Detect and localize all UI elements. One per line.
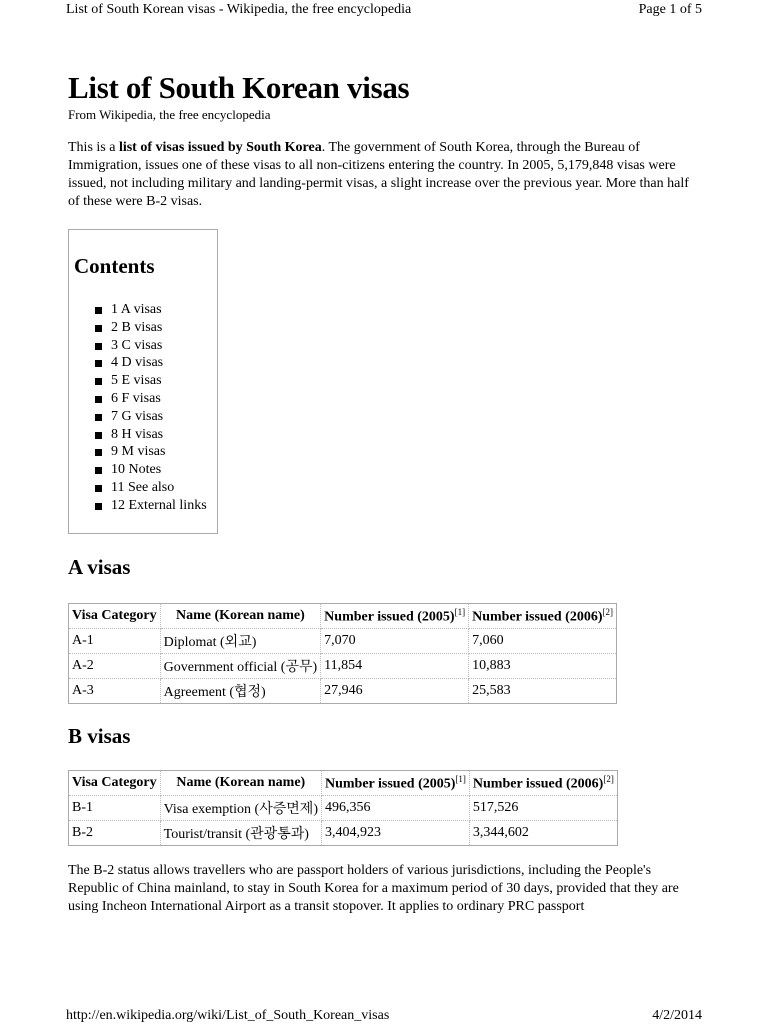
toc-item[interactable]: 10 Notes	[95, 461, 207, 479]
toc-item[interactable]: 5 E visas	[95, 372, 207, 390]
print-footer-date: 4/2/2014	[652, 1008, 702, 1023]
name-cell: Visa exemption (사증면제)	[160, 796, 321, 821]
header-2005	[321, 771, 469, 796]
print-footer-url: http://en.wikipedia.org/wiki/List_of_South_Korean_visas	[66, 1008, 390, 1023]
header-2006	[469, 771, 617, 796]
visa-category-cell: A-1	[69, 629, 161, 654]
table-row	[69, 654, 617, 679]
table-row	[69, 796, 618, 821]
table-header-row	[69, 604, 617, 629]
toc-item[interactable]: 6 F visas	[95, 390, 207, 408]
issued-2006-cell: 517,526	[469, 796, 617, 821]
issued-2005-cell: 27,946	[321, 679, 469, 704]
name-cell: Tourist/transit (관광통과)	[160, 821, 321, 846]
table-row	[69, 679, 617, 704]
intro-text: This is a	[68, 140, 119, 155]
header-name: Name (Korean name)	[160, 771, 321, 796]
header-2005-label: Number issued (2005)	[324, 776, 456, 792]
toc-item[interactable]: 11 See also	[95, 479, 207, 497]
toc-item[interactable]: 7 G visas	[95, 408, 207, 426]
intro-bold-link[interactable]: list of visas issued by South Korea	[118, 140, 322, 155]
toc-item[interactable]: 9 M visas	[95, 443, 207, 461]
intro-text-rest: . The government of South Korea, through the Bureau of Immigration, issues one of these visas to all non-citizens entering the country. In 2005, 5,179,848 visas were issued, not including military and landing-permit visas, a slight increase over the previous year. More than half of these were B-2 visas.	[68, 140, 689, 209]
header-2006	[469, 604, 617, 629]
issued-2005-cell: 496,356	[321, 796, 469, 821]
ref-link[interactable]: [2]	[602, 606, 614, 617]
print-header-title: List of South Korean visas - Wikipedia, the free encyclopedia	[66, 2, 412, 17]
section-heading-b-visas: B visas	[68, 724, 131, 748]
name-cell: Government official (공무)	[160, 654, 321, 679]
toc-item[interactable]: 4 D visas	[95, 354, 207, 372]
ref-link[interactable]: [1]	[454, 606, 466, 617]
ref-link[interactable]: [1]	[455, 773, 466, 784]
issued-2006-cell: 25,583	[469, 679, 617, 704]
header-2005-label: Number issued (2005)	[324, 609, 455, 625]
table-header-row	[69, 771, 618, 796]
header-2006-label: Number issued (2006)	[472, 776, 604, 792]
table-of-contents	[68, 229, 218, 534]
table-row	[69, 629, 617, 654]
issued-2005-cell: 7,070	[321, 629, 469, 654]
toc-item[interactable]: 8 H visas	[95, 426, 207, 444]
toc-item[interactable]: 12 External links	[95, 497, 207, 515]
issued-2006-cell: 10,883	[469, 654, 617, 679]
issued-2005-cell: 3,404,923	[321, 821, 469, 846]
intro-paragraph	[68, 139, 698, 211]
visa-category-cell: A-3	[69, 679, 161, 704]
header-visa-category: Visa Category	[69, 771, 161, 796]
name-cell: Diplomat (외교)	[160, 629, 321, 654]
a-visas-table	[68, 603, 617, 704]
toc-item[interactable]: 3 C visas	[95, 337, 207, 355]
issued-2006-cell: 7,060	[469, 629, 617, 654]
page-title: List of South Korean visas	[68, 70, 410, 105]
ref-link[interactable]: [2]	[603, 773, 614, 784]
b2-paragraph: The B-2 status allows travellers who are passport holders of various jurisdictions, including the People's Republic of China mainland, to stay in South Korea for a maximum period of 30 days, provided that they are using Incheon International Airport as a transit stopover. It applies to ordinary PRC passport	[68, 863, 679, 914]
name-cell: Agreement (협정)	[160, 679, 321, 704]
issued-2006-cell: 3,344,602	[469, 821, 617, 846]
header-2005	[321, 604, 469, 629]
page-subtitle: From Wikipedia, the free encyclopedia	[68, 107, 271, 122]
visa-category-cell: A-2	[69, 654, 161, 679]
header-name: Name (Korean name)	[160, 604, 321, 629]
toc-item[interactable]: 2 B visas	[95, 319, 207, 337]
header-2006-label: Number issued (2006)	[472, 609, 603, 625]
toc-title: Contents	[74, 254, 155, 278]
section-heading-a-visas: A visas	[68, 555, 131, 579]
toc-list	[95, 301, 207, 515]
b-visas-table	[68, 770, 618, 846]
visa-category-cell: B-2	[69, 821, 161, 846]
visa-category-cell: B-1	[69, 796, 161, 821]
print-page-number: Page 1 of 5	[638, 2, 702, 17]
issued-2005-cell: 11,854	[321, 654, 469, 679]
table-row	[69, 821, 618, 846]
toc-item[interactable]: 1 A visas	[95, 301, 207, 319]
header-visa-category: Visa Category	[69, 604, 161, 629]
